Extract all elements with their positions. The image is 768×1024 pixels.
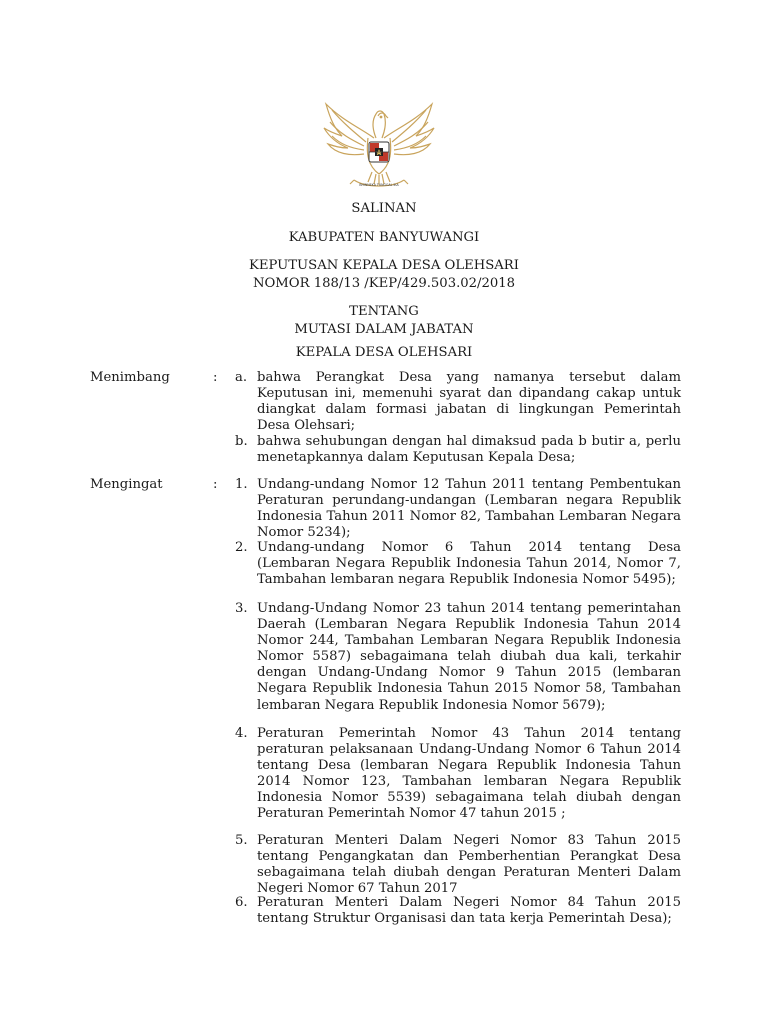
menimbang-text: bahwa Perangkat Desa yang namanya tersebut dalam Keputusan ini, memenuhi syarat dan dipandang cakap untuk diangkat dalam formasi jabatan di lingkungan Pemerintah Desa Olehsari;: [257, 370, 681, 434]
list-marker: 3.: [235, 601, 248, 616]
list-marker: 5.: [235, 833, 248, 848]
list-marker: 1.: [235, 477, 248, 492]
tentang-label: TENTANG: [349, 304, 419, 319]
mengingat-text: Peraturan Menteri Dalam Negeri Nomor 84 Tahun 2015 tentang Struktur Organisasi dan tata kerja Pemerintah Desa);: [257, 895, 681, 927]
decree-number: NOMOR 188/13 /KEP/429.503.02/2018: [252, 276, 516, 291]
mengingat-item-5: [235, 833, 681, 897]
decree-subject: MUTASI DALAM JABATAN: [294, 322, 474, 337]
mengingat-text: Undang-undang Nomor 6 Tahun 2014 tentang Desa (Lembaran Negara Republik Indonesia Tahun 2014, Nomor 7, Tambahan lembaran negara Republik Indonesia Nomor 5495);: [257, 540, 681, 588]
mengingat-item-6: [235, 895, 681, 927]
menimbang-text: bahwa sehubungan dengan hal dimaksud pada b butir a, perlu menetapkannya dalam Keputusan Kepala Desa;: [257, 434, 681, 466]
decree-title: KEPUTUSAN KEPALA DESA OLEHSARI: [249, 258, 519, 273]
svg-text:BHINNEKA TUNGGAL IKA: BHINNEKA TUNGGAL IKA: [359, 183, 399, 187]
mengingat-text: Peraturan Menteri Dalam Negeri Nomor 83 Tahun 2015 tentang Pengangkatan dan Pemberhentian Perangkat Desa sebagaimana telah diubah dengan Peraturan Menteri Dalam Negeri Nomor 67 Tahun 2017: [257, 833, 681, 897]
menimbang-colon: :: [213, 370, 218, 385]
menimbang-item-a: [235, 370, 681, 434]
mengingat-label: Mengingat: [90, 477, 163, 492]
mengingat-item-3: [235, 601, 681, 714]
list-marker: b.: [235, 434, 248, 449]
regency-name: KABUPATEN BANYUWANGI: [288, 230, 480, 245]
mengingat-text: Undang-Undang Nomor 23 tahun 2014 tentang pemerintahan Daerah (Lembaran Negara Republik Indonesia Tahun 2014 Nomor 244, Tambahan Lembaran Negara Republik Indonesia Nomor 5587) sebagaimana telah diubah dua kali, terkahir dengan Undang-Undang Nomor 9 Tahun 2015 (lembaran Negara Republik Indonesia Tahun 2015 Nomor 58, Tambahan lembaran Negara Republik Indonesia Nomor 5679);: [257, 601, 681, 713]
list-marker: 6.: [235, 895, 248, 910]
menimbang-item-b: [235, 434, 681, 466]
mengingat-item-4: [235, 726, 681, 823]
mengingat-text: Undang-undang Nomor 12 Tahun 2011 tentang Pembentukan Peraturan perundang-undangan (Lembaran negara Republik Indonesia Tahun 2011 Nomor 82, Tambahan Lembaran Negara Nomor 5234);: [257, 477, 681, 541]
list-marker: 2.: [235, 540, 248, 555]
issuer-title: KEPALA DESA OLEHSARI: [295, 345, 473, 360]
list-marker: 4.: [235, 726, 248, 741]
list-marker: a.: [235, 370, 248, 385]
mengingat-colon: :: [213, 477, 218, 492]
salinan-label: SALINAN: [351, 201, 417, 216]
mengingat-text: Peraturan Pemerintah Nomor 43 Tahun 2014 tentang peraturan pelaksanaan Undang-Undang Nomor 6 Tahun 2014 tentang Desa (lembaran Negara Republik Indonesia Tahun 2014 Nomor 123, Tambahan lembaran Negara Republik Indonesia Nomor 5539) sebagaimana telah diubah dengan Peraturan Pemerintah Nomor 47 tahun 2015 ;: [257, 726, 681, 822]
garuda-emblem: [320, 98, 438, 194]
mengingat-item-1: [235, 477, 681, 541]
menimbang-label: Menimbang: [90, 370, 170, 385]
mengingat-item-2: [235, 540, 681, 588]
